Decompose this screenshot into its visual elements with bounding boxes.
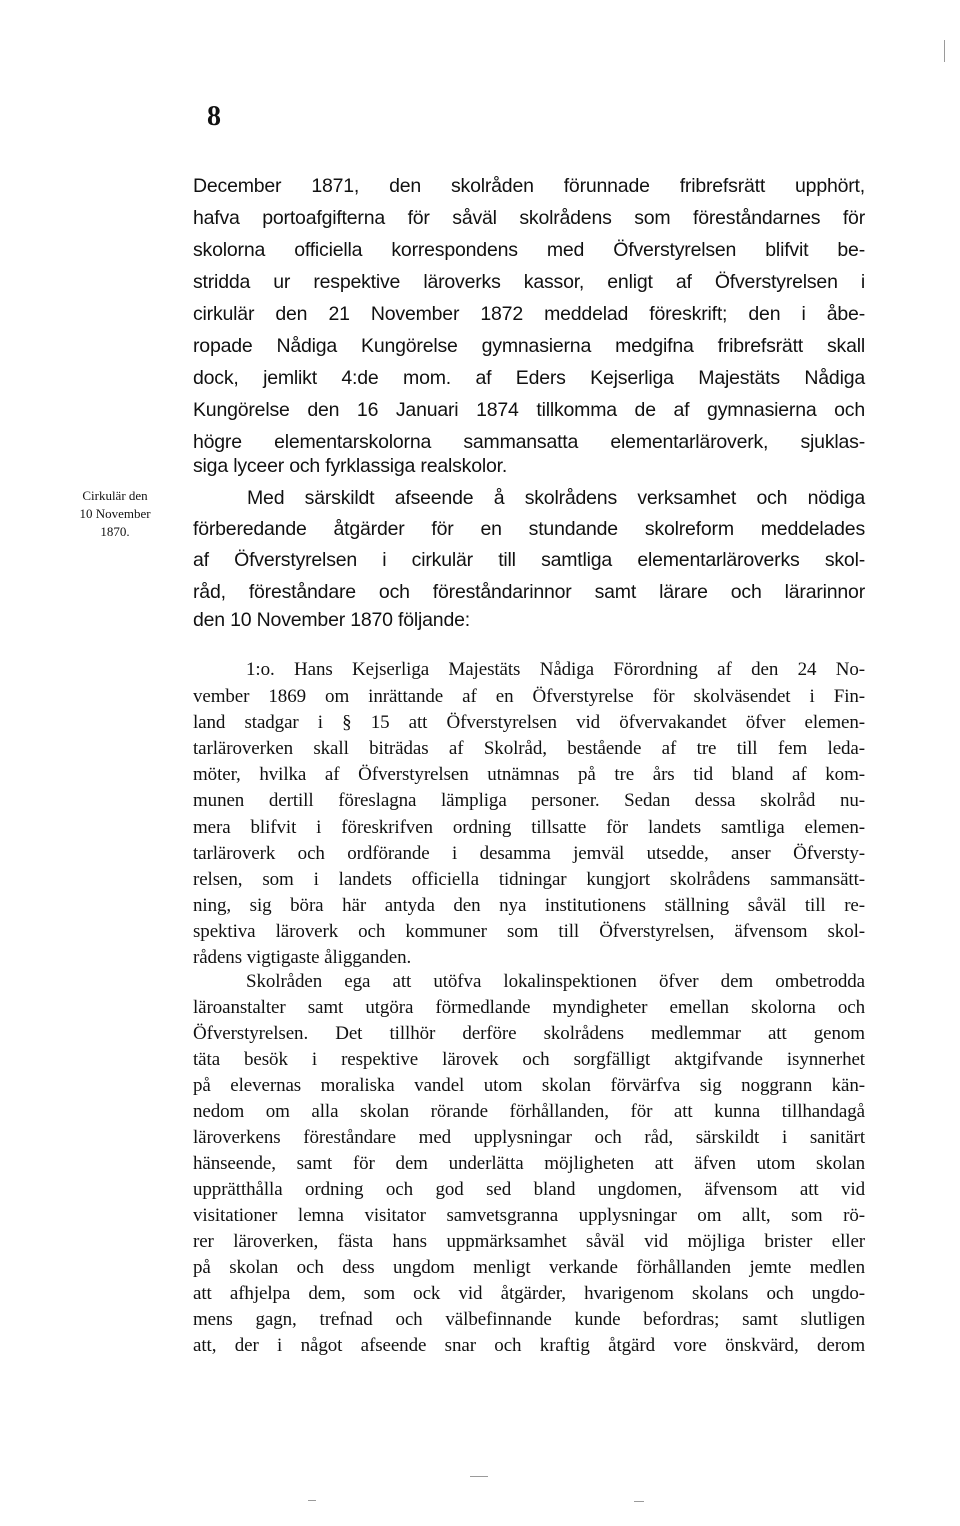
text-line: Kungörelse den 16 Januari 1874 tillkomma de af gymnasierna och: [193, 399, 865, 421]
text-line: nedom om alla skolan rörande förhållanden, för att kunna tillhandagå: [193, 1101, 865, 1122]
text-line: möter, hvilka af Öfverstyrelsen utnämnas på tre års tid bland af kom-: [193, 764, 865, 785]
text-line: af Öfverstyrelsen i cirkulär till samtliga elementarläroverks skol-: [193, 549, 865, 571]
text-line: förberedande åtgärder för en stundande skolreform meddelades: [193, 518, 865, 540]
text-line: skolorna officiella korrespondens med Öfverstyrelsen blifvit be-: [193, 239, 865, 261]
scan-speck: [944, 40, 945, 62]
text-line: land stadgar i § 15 att Öfverstyrelsen vid öfvervakandet öfver elemen-: [193, 712, 865, 733]
text-line: 1:o. Hans Kejserliga Majestäts Nådiga Förordning af den 24 No-: [246, 659, 865, 680]
margin-note-line: 1870.: [100, 524, 130, 539]
text-line: cirkulär den 21 November 1872 meddelad föreskrift; den i åbe-: [193, 303, 865, 325]
text-line: högre elementarskolorna sammansatta elementarläroverk, sjuklas-: [193, 431, 865, 453]
text-line: på skolan och dess ungdom menligt verkande förhållanden jemte medlen: [193, 1257, 865, 1278]
text-line: visitationer lemna visitator samvetsgranna upplysningar om allt, som rö-: [193, 1205, 865, 1226]
text-line: rer läroverken, fästa hans uppmärksamhet såväl vid möjliga brister eller: [193, 1231, 865, 1252]
text-line: läroverkens föreståndare med upplysningar och råd, särskildt i sanitärt: [193, 1127, 865, 1148]
text-line: Skolråden ega att utöfva lokalinspektionen öfver dem ombetrodda: [246, 971, 865, 992]
scan-speck: [634, 1501, 644, 1502]
text-line: ropade Nådiga Kungörelse gymnasierna medgifna fribrefsrätt skall: [193, 335, 865, 357]
text-line: rådens vigtigaste åligganden.: [193, 947, 412, 968]
text-line: hafva portoafgifterna för såväl skolrådens som föreståndarnes för: [193, 207, 865, 229]
page-number: 8: [207, 101, 221, 132]
text-line: munen dertill föreslagna lämpliga personer. Sedan dessa skolråd nu-: [193, 790, 865, 811]
text-line: på elevernas moraliska vandel utom skolan förvärfva sig noggrann kän-: [193, 1075, 865, 1096]
text-line: täta besök i respektive lärovek och sorgfälligt aktgifvande isynnerhet: [193, 1049, 865, 1070]
text-line: siga lyceer och fyrklassiga realskolor.: [193, 455, 508, 477]
text-line: dock, jemlikt 4:de mom. af Eders Kejserliga Majestäts Nådiga: [193, 367, 865, 389]
text-line: hänseende, samt för dem underlätta möjligheten att äfven utom skolan: [193, 1153, 865, 1174]
margin-note-line: 10 November: [79, 506, 151, 521]
margin-note-line: Cirkulär den: [82, 488, 148, 503]
text-line: mera blifvit i föreskrifven ordning tillsatte för landets samtliga elemen-: [193, 817, 865, 838]
text-line: relsen, som i landets officiella tidningar kungjort skolrådens sammansätt-: [193, 869, 865, 890]
text-line: stridda ur respektive läroverks kassor, enligt af Öfverstyrelsen i: [193, 271, 865, 293]
text-line: vember 1869 om inrättande af en Öfverstyrelse för skolväsendet i Fin-: [193, 686, 865, 707]
text-line: att afhjelpa dem, som ock vid åtgärder, hvarigenom skolans och ungdo-: [193, 1283, 865, 1304]
text-line: råd, föreståndare och föreståndarinnor samt lärare och lärarinnor: [193, 581, 865, 603]
text-line: tarläroverk och ordförande i desamma jemväl utsedde, anser Öfversty-: [193, 843, 865, 864]
text-line: läroanstalter samt utgöra förmedlande myndigheter emellan skolorna och: [193, 997, 865, 1018]
scan-speck: [470, 1476, 488, 1477]
text-line: Öfverstyrelsen. Det tillhör derföre skolrådens medlemmar att genom: [193, 1023, 865, 1044]
text-line: den 10 November 1870 följande:: [193, 609, 470, 631]
text-line: tarläroverken skall biträdas af Skolråd, bestående af tre till fem leda-: [193, 738, 865, 759]
text-line: Med särskildt afseende å skolrådens verksamhet och nödiga: [247, 487, 865, 509]
text-line: upprätthålla ordning och god sed bland ungdomen, äfvensom att vid: [193, 1179, 865, 1200]
text-line: mens gagn, trefnad och välbefinnande kunde befordras; samt slutligen: [193, 1309, 865, 1330]
scan-speck: [308, 1500, 316, 1501]
text-line: December 1871, den skolråden förunnade fribrefsrätt upphört,: [193, 175, 865, 197]
text-line: spektiva läroverk och kommuner som till Öfverstyrelsen, äfvensom skol-: [193, 921, 865, 942]
text-line: ning, sig böra här antyda den nya institutionens ställning såväl till re-: [193, 895, 865, 916]
text-line: att, der i något afseende snar och kraftig åtgärd vore önskvärd, derom: [193, 1335, 865, 1356]
